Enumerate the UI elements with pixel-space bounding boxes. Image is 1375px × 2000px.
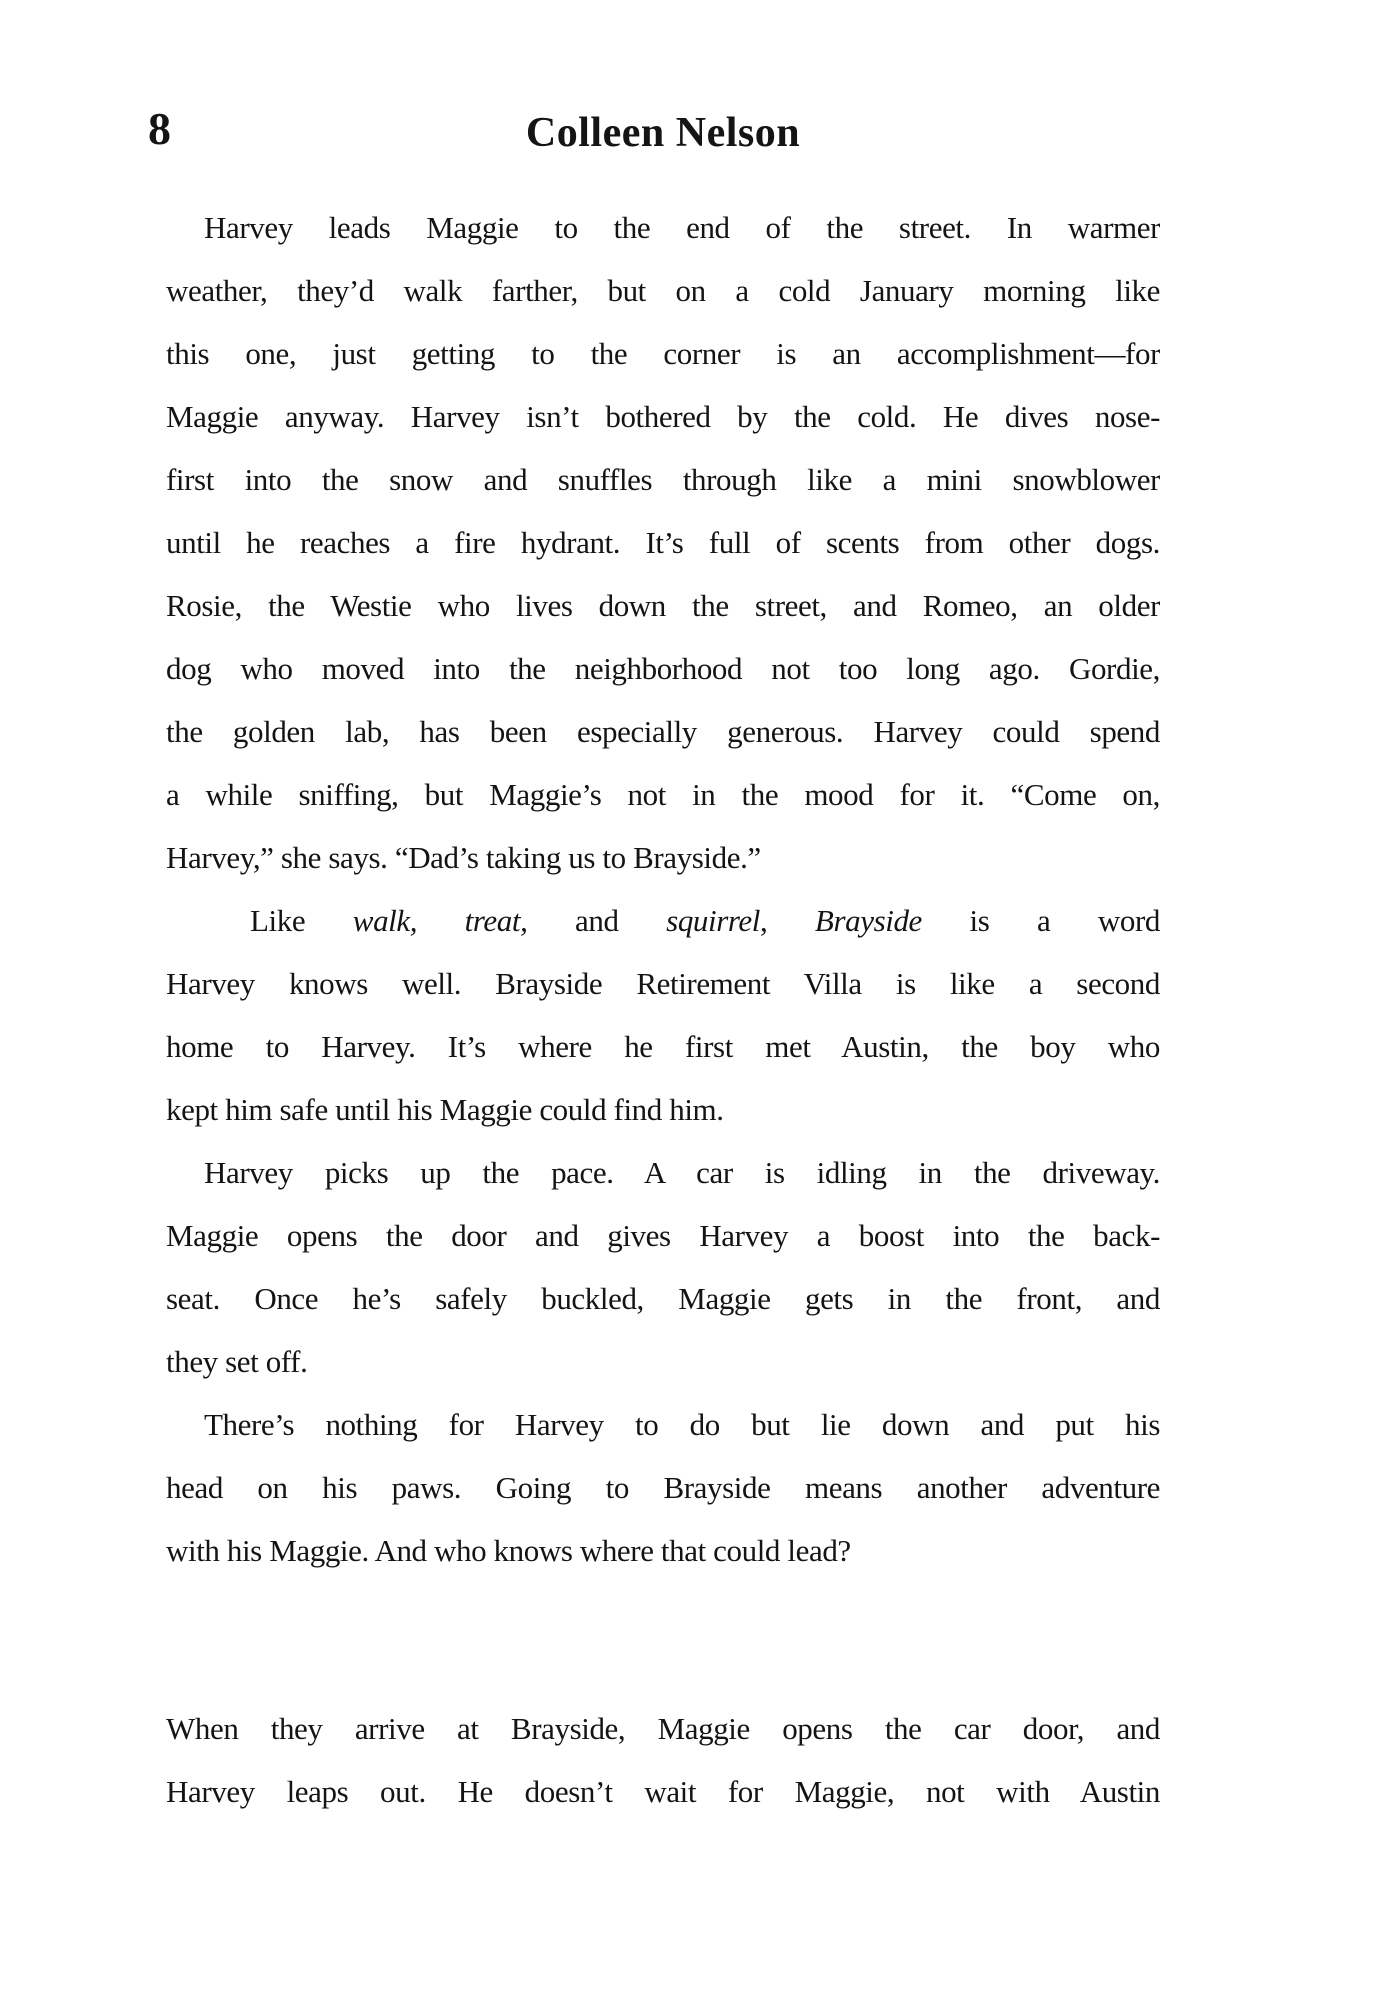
text-segment: , <box>759 903 815 938</box>
text-line <box>166 1393 1160 1456</box>
text-line <box>166 196 1160 259</box>
text-line <box>166 952 1160 1015</box>
text-segment: There’s nothing for Harvey to do but lie down and put his <box>204 1407 1160 1442</box>
page-number: 8 <box>148 103 172 154</box>
text-line <box>166 1760 1160 1823</box>
text-line <box>166 448 1160 511</box>
text-line <box>166 1078 1160 1141</box>
text-line <box>166 1456 1160 1519</box>
text-line <box>166 1267 1160 1330</box>
text-segment: weather, they’d walk farther, but on a cold January morning like <box>166 273 1160 308</box>
running-head-author: Colleen Nelson <box>525 110 801 156</box>
text-segment: home to Harvey. It’s where he first met Austin, the boy who <box>166 1029 1160 1064</box>
text-segment: seat. Once he’s safely buckled, Maggie gets in the front, and <box>166 1281 1160 1316</box>
text-segment: with his Maggie. And who knows where that could lead? <box>166 1533 851 1568</box>
text-line <box>166 1330 1160 1393</box>
text-segment: dog who moved into the neighborhood not too long ago. Gordie, <box>166 651 1160 686</box>
text-segment: When they arrive at Brayside, Maggie opens the car door, and <box>166 1711 1160 1746</box>
text-segment: Harvey picks up the pace. A car is idling in the driveway. <box>204 1155 1160 1190</box>
text-segment: head on his paws. Going to Brayside means another adventure <box>166 1470 1160 1505</box>
text-segment: until he reaches a fire hydrant. It’s full of scents from other dogs. <box>166 525 1160 560</box>
paragraph <box>166 1697 1160 1823</box>
text-line <box>166 1697 1160 1760</box>
text-segment: Harvey,” she says. “Dad’s taking us to Brayside.” <box>166 840 761 875</box>
text-segment: Maggie anyway. Harvey isn’t bothered by the cold. He dives nose- <box>166 399 1160 434</box>
italic-text: Brayside <box>814 903 922 938</box>
text-line <box>166 385 1160 448</box>
text-line <box>166 1519 1160 1582</box>
text-line <box>166 1015 1160 1078</box>
text-segment: they set off. <box>166 1344 308 1379</box>
text-segment: Rosie, the Westie who lives down the street, and Romeo, an older <box>166 588 1160 623</box>
italic-text: walk, treat, <box>352 903 528 938</box>
text-segment: and <box>527 903 667 938</box>
text-line <box>166 826 1160 889</box>
text-line <box>166 637 1160 700</box>
text-line <box>166 1204 1160 1267</box>
text-segment: Harvey leads Maggie to the end of the street. In warmer <box>204 210 1160 245</box>
italic-text: squirrel <box>666 903 760 938</box>
text-segment: Maggie opens the door and gives Harvey a boost into the back- <box>166 1218 1160 1253</box>
text-segment: is a word <box>921 903 1160 938</box>
text-segment: Harvey leaps out. He doesn’t wait for Maggie, not with Austin <box>166 1774 1160 1809</box>
text-segment: kept him safe until his Maggie could find him. <box>166 1092 724 1127</box>
paragraph <box>166 1141 1160 1393</box>
paragraph <box>166 1393 1160 1582</box>
page-body <box>166 196 1160 1823</box>
paragraph <box>166 196 1160 889</box>
text-segment: Harvey knows well. Brayside Retirement Villa is like a second <box>166 966 1160 1001</box>
text-segment: this one, just getting to the corner is an accomplishment—for <box>166 336 1160 371</box>
text-segment: Like <box>250 903 353 938</box>
text-line <box>166 322 1160 385</box>
text-line <box>166 511 1160 574</box>
text-line <box>166 700 1160 763</box>
text-line <box>166 889 1160 952</box>
text-line <box>166 259 1160 322</box>
text-line <box>166 763 1160 826</box>
text-segment: first into the snow and snuffles through like a mini snowblower <box>166 462 1160 497</box>
text-segment: the golden lab, has been especially generous. Harvey could spend <box>166 714 1160 749</box>
text-line <box>166 1141 1160 1204</box>
text-line <box>166 574 1160 637</box>
text-segment: a while sniffing, but Maggie’s not in the mood for it. “Come on, <box>166 777 1160 812</box>
paragraph <box>166 889 1160 1141</box>
